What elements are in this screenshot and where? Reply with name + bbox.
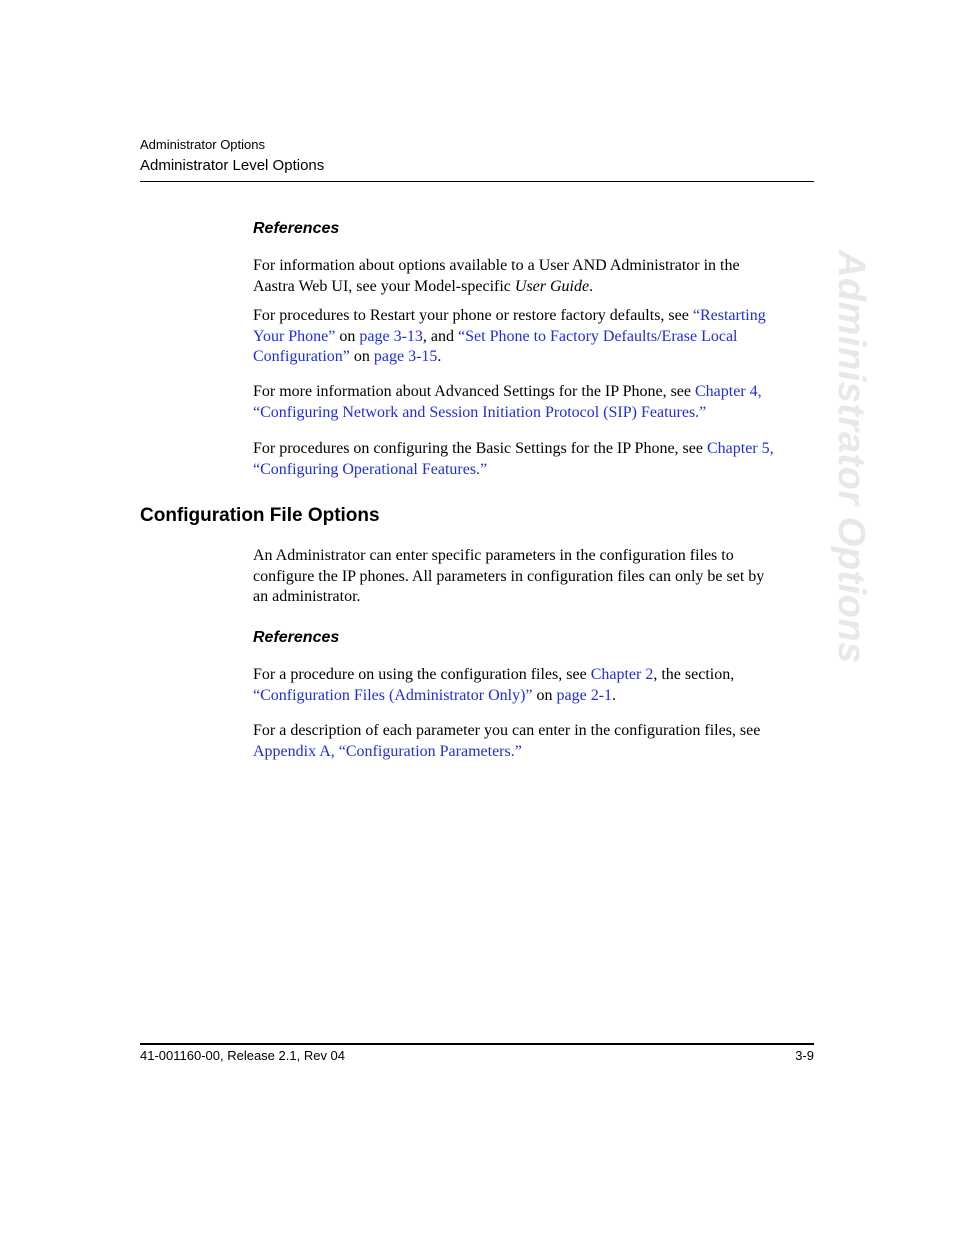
link-chapter-4[interactable]: “Configuring Network and Session Initiation Protocol (SIP) Features.” [253, 403, 707, 421]
paragraph-text: . [437, 348, 442, 365]
user-guide-title: User Guide [514, 277, 590, 295]
link-chapter-2[interactable]: Chapter 2 [590, 666, 654, 683]
paragraph-text: on [532, 686, 557, 704]
link-configuration-files[interactable]: “Configuration Files (Administrator Only)” [253, 686, 533, 704]
paragraph-text: Aastra Web UI, see your Model-specific [253, 277, 515, 295]
paragraph-user-guide [253, 256, 823, 297]
paragraph-restart-defaults [253, 306, 823, 368]
footer-document-id: 41-001160-00, Release 2.1, Rev 04 [140, 1048, 346, 1063]
page-number: 3-9 [795, 1048, 814, 1063]
header-rule [140, 181, 814, 182]
paragraph-text: , and [422, 327, 459, 345]
paragraph-text: , the section, [653, 666, 735, 683]
link-chapter-5[interactable]: Chapter 5, [706, 440, 774, 457]
running-header-chapter: Administrator Options [140, 137, 265, 152]
paragraph-parameter-description [253, 721, 823, 762]
paragraph-text: An Administrator can enter specific parameters in the configuration files to [253, 547, 734, 564]
link-restarting-your-phone[interactable]: Your Phone” [253, 327, 336, 345]
paragraph-text: For procedures to Restart your phone or restore factory defaults, see [253, 307, 693, 324]
link-chapter-4[interactable]: Chapter 4, [695, 383, 762, 400]
paragraph-text: on [349, 348, 374, 365]
paragraph-advanced-settings [253, 382, 823, 423]
paragraph-text: For a description of each parameter you can enter in the configuration files, see [253, 722, 761, 739]
link-page-3-13[interactable]: page 3-13 [359, 327, 423, 345]
footer-rule [140, 1043, 814, 1045]
references-heading: References [253, 220, 340, 237]
paragraph-config-procedure [253, 665, 823, 706]
section-heading: Configuration File Options [140, 505, 380, 526]
paragraph-text: configure the IP phones. All parameters in configuration files can only be set by [253, 567, 765, 585]
running-header-section: Administrator Level Options [140, 157, 325, 174]
link-factory-defaults[interactable]: “Set Phone to Factory Defaults/Erase Local [458, 327, 738, 345]
link-factory-defaults[interactable]: Configuration” [253, 348, 350, 365]
paragraph-text: For information about options available to a User AND Administrator in the [253, 257, 740, 274]
chapter-side-tab: Administrator Options [830, 250, 872, 664]
paragraph-text: . [589, 277, 594, 295]
link-appendix-a[interactable]: Appendix A, “Configuration Parameters.” [253, 742, 522, 760]
paragraph-text: an administrator. [253, 588, 361, 605]
paragraph-text: on [335, 327, 360, 345]
paragraph-text: . [612, 686, 617, 704]
paragraph-text: For more information about Advanced Settings for the IP Phone, see [253, 383, 695, 400]
paragraph-text: For procedures on configuring the Basic Settings for the IP Phone, see [253, 440, 707, 457]
paragraph-text: For a procedure on using the configuration files, see [253, 666, 591, 683]
link-page-3-15[interactable]: page 3-15 [373, 348, 438, 365]
references-heading: References [253, 629, 340, 646]
paragraph-config-intro [253, 546, 823, 608]
paragraph-basic-settings [253, 439, 823, 480]
link-restarting-your-phone[interactable]: “Restarting [692, 307, 766, 324]
link-chapter-5[interactable]: “Configuring Operational Features.” [253, 460, 488, 478]
link-page-2-1[interactable]: page 2-1 [556, 686, 613, 704]
